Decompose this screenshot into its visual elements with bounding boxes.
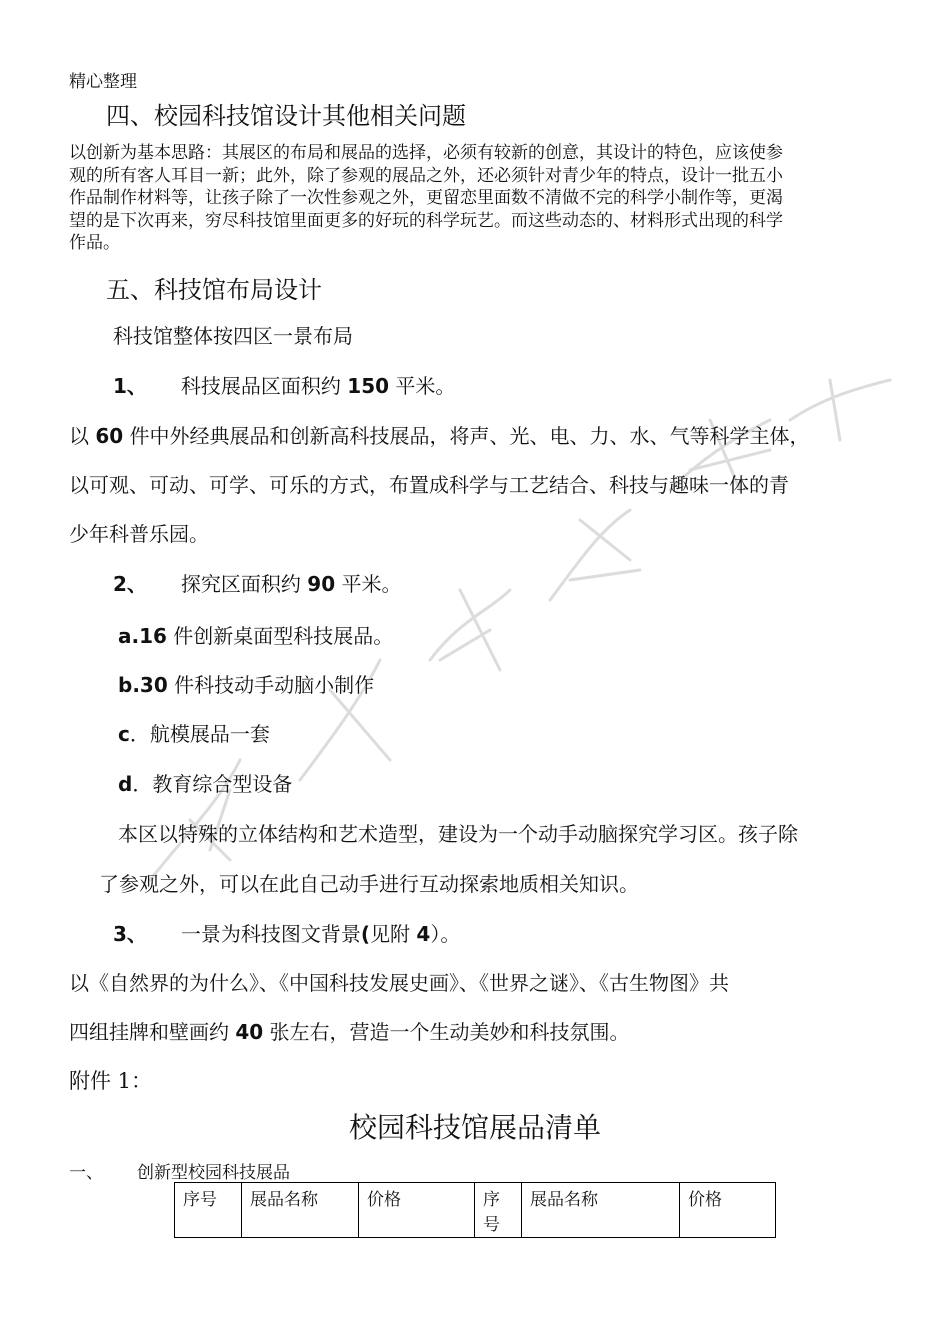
exhibit-table: [174, 1182, 776, 1238]
item-value: 150: [347, 374, 390, 398]
table-header-row: [175, 1183, 776, 1238]
number: 60: [95, 424, 124, 448]
sub-text: ．教育综合型设备: [132, 772, 293, 796]
item-number: 3、: [113, 922, 147, 946]
paragraph-line: 作品制作材料等，让孩子除了一次性参观之外，更留恋里面数不清做不完的科学小制作等，更渴: [69, 188, 783, 208]
header-note: 精心整理: [69, 72, 137, 92]
item-paren: (: [360, 922, 371, 946]
item-3-desc-line1: 以《自然界的为什么》、《中国科技发展史画》、《世界之谜》、《古生物图》共: [69, 971, 729, 995]
item-text: 科技展品区面积约: [180, 374, 348, 398]
sub-item-b: [118, 669, 374, 698]
table-header-cell: 序号: [175, 1183, 242, 1238]
paragraph-line: 以创新为基本思路：其展区的布局和展品的选择，必须有较新的创意，其设计的特色，应该使参: [69, 143, 783, 163]
sub-item-a: [118, 620, 393, 649]
sub-label: a.16: [118, 624, 167, 648]
paragraph-line: 作品。: [69, 233, 120, 253]
table-header-cell: 展品名称: [242, 1183, 359, 1238]
sub-text: 件科技动手动脑小制作: [167, 673, 375, 697]
subsection-number: 一、: [69, 1163, 103, 1183]
item-1: [113, 370, 455, 399]
item-3: [113, 918, 460, 947]
item-text: ）。: [430, 922, 461, 946]
sub-item-d: [118, 768, 292, 797]
item-1-desc-line1: [69, 420, 810, 449]
table-header-cell: 展品名称: [522, 1183, 680, 1238]
item-1-desc-line3: 少年科普乐园。: [69, 522, 209, 546]
item-text: 平米。: [335, 572, 402, 596]
item-value: 90: [307, 572, 336, 596]
item-number: 2、: [113, 572, 147, 596]
section-4-title: 四、校园科技馆设计其他相关问题: [106, 102, 466, 130]
item-text: 探究区面积约: [180, 572, 308, 596]
item-number: 1、: [113, 374, 147, 398]
item-value: 4: [416, 922, 431, 946]
sub-label: b.30: [118, 673, 168, 697]
item-2: [113, 568, 401, 597]
item-text: 平米。: [389, 374, 456, 398]
number: 40: [235, 1020, 264, 1044]
text: 四组挂牌和壁画约: [69, 1020, 236, 1044]
text: 以: [69, 424, 96, 448]
item-2-desc-line2: 了参观之外，可以在此自己动手进行互动探索地质相关知识。: [99, 872, 639, 896]
paragraph-line: 望的是下次再来，穷尽科技馆里面更多的好玩的科学玩艺。而这些动态的、材料形式出现的科学: [69, 210, 783, 231]
appendix-subsection: [69, 1158, 290, 1183]
item-3-desc-line2: [69, 1016, 630, 1045]
text: 张左右，营造一个生动美妙和科技氛围。: [263, 1020, 630, 1044]
paragraph-line: 观的所有客人耳目一新；此外，除了参观的展品之外，还必须针对青少年的特点，设计一批五小: [69, 165, 783, 186]
section-5-title: 五、科技馆布局设计: [106, 276, 322, 304]
section-4-paragraph: [69, 142, 884, 255]
table-header-cell: 序 号: [475, 1183, 522, 1238]
sub-label: d: [118, 772, 133, 796]
section-5-intro: 科技馆整体按四区一景布局: [113, 324, 353, 348]
appendix-label: 附件 1：: [69, 1069, 153, 1093]
subsection-title: 创新型校园科技展品: [137, 1163, 290, 1183]
item-2-desc-line1: 本区以特殊的立体结构和艺术造型，建设为一个动手动脑探究学习区。孩子除: [118, 822, 798, 846]
table-header-cell: 价格: [680, 1183, 776, 1238]
table-header-cell: 价格: [359, 1183, 475, 1238]
sub-item-c: [118, 718, 270, 747]
sub-label: c: [118, 722, 130, 746]
sub-text: 件创新桌面型科技展品。: [166, 624, 394, 648]
item-text: 一景为科技图文背景: [180, 922, 361, 946]
appendix-title: 校园科技馆展品清单: [348, 1111, 601, 1144]
text: 件中外经典展品和创新高科技展品，将声、光、电、力、水、气等科学主体，: [123, 424, 810, 448]
item-1-desc-line2: 以可观、可动、可学、可乐的方式，布置成科学与工艺结合、科技与趣味一体的青: [69, 473, 789, 497]
sub-text: ．航模展品一套: [129, 722, 270, 746]
item-text: 见附: [370, 922, 417, 946]
